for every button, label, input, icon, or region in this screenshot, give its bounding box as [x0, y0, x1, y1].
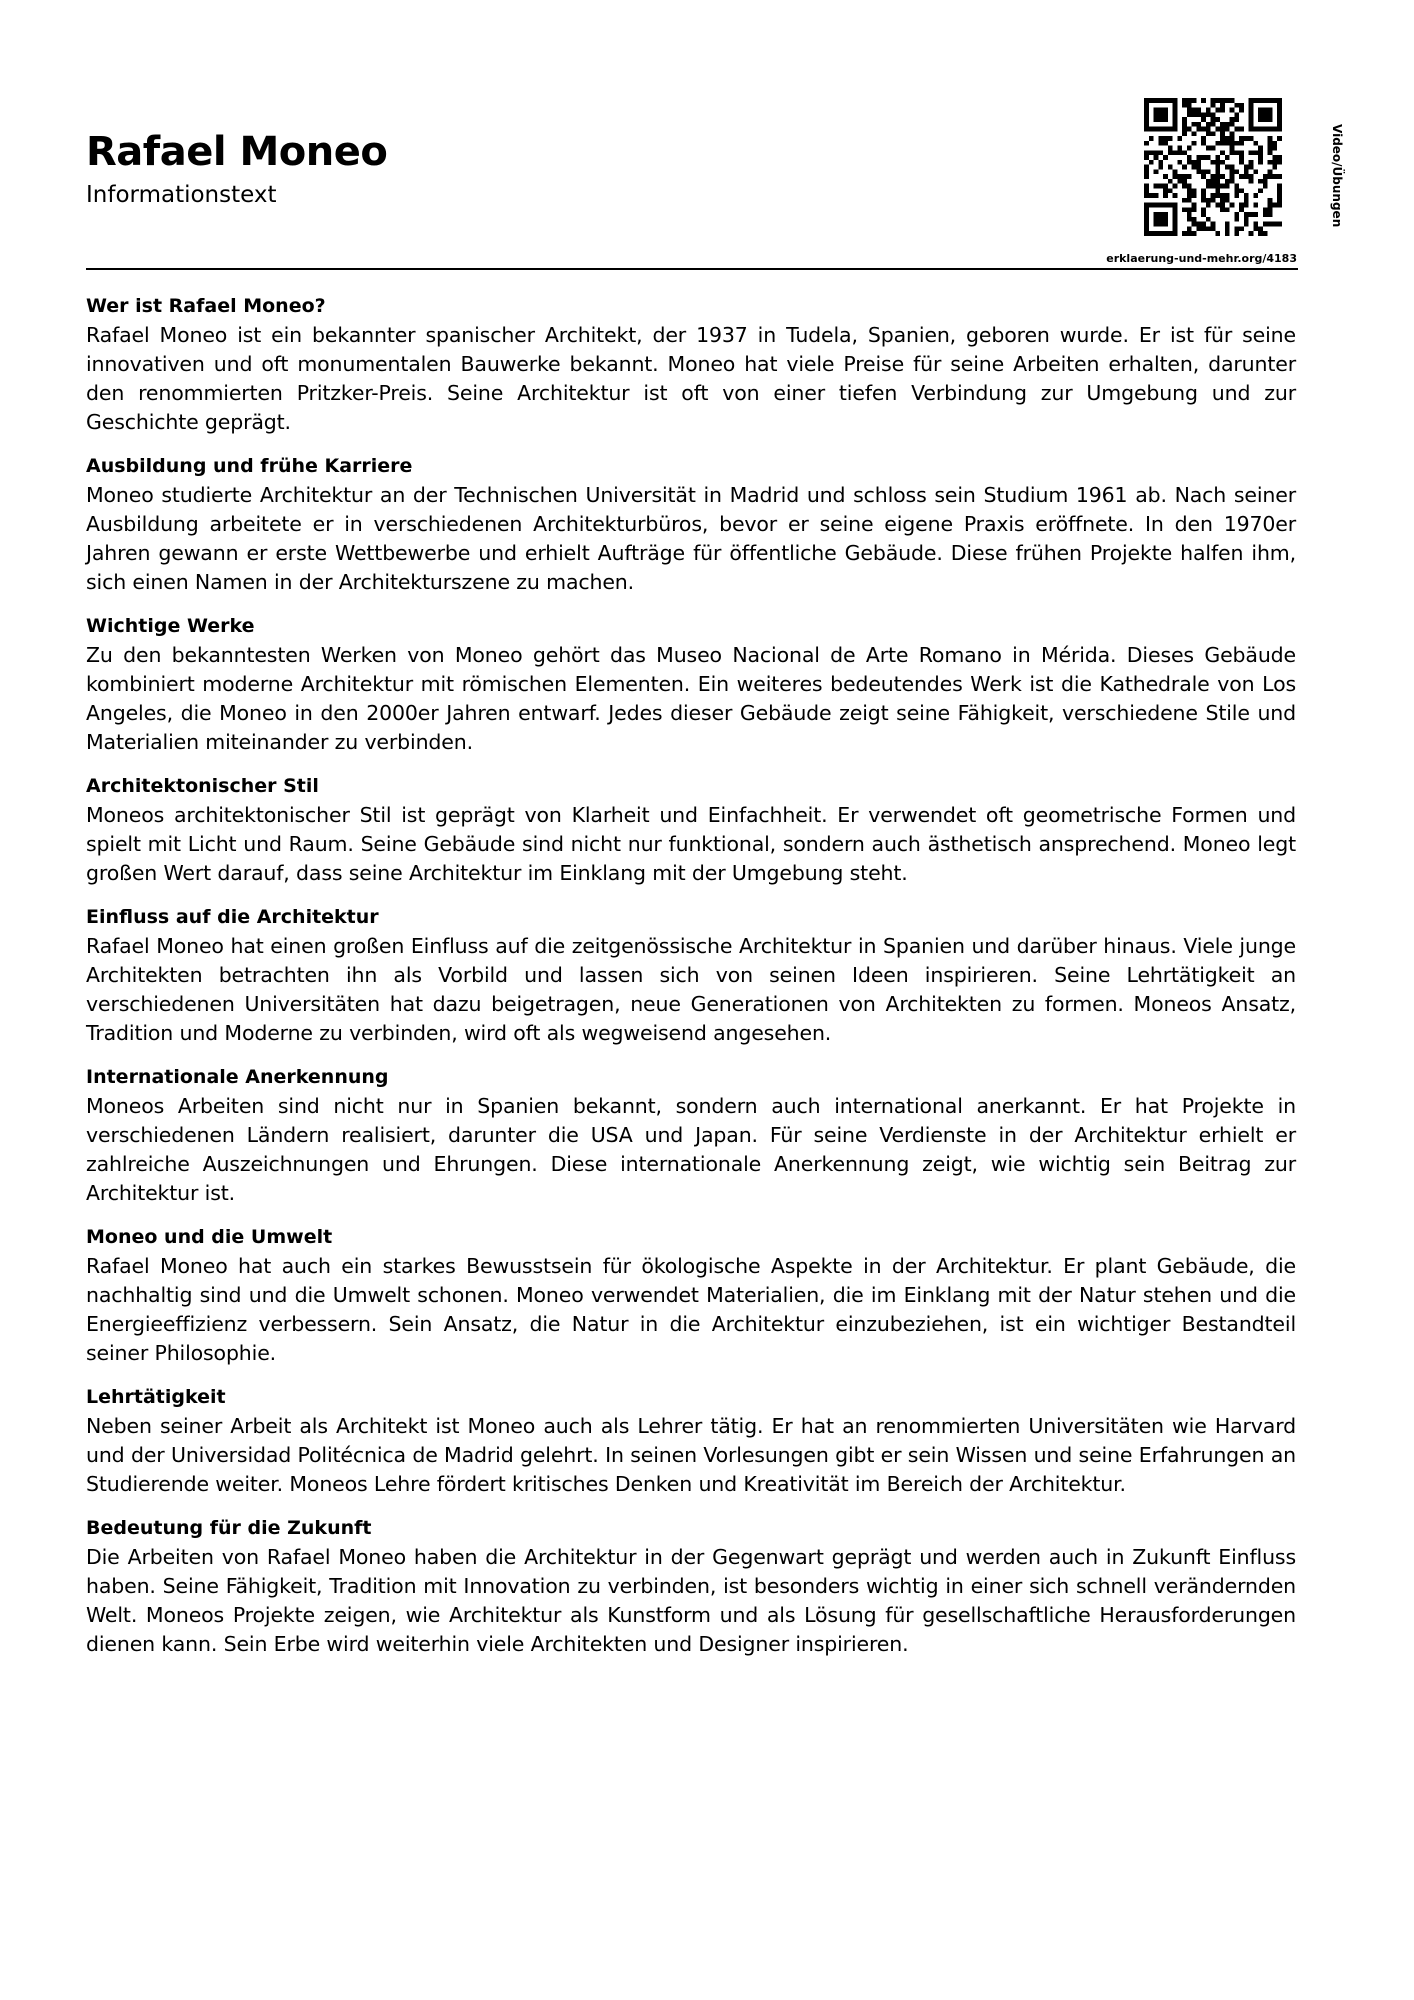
section-important-works [86, 612, 1296, 757]
section-text: Rafael Moneo ist ein bekannter spanischer Architekt, der 1937 in Tudela, Spanien, geboren wurde. Er ist für seine innovativen und oft monumentalen Bauwerke bekannt. Moneo hat viele Preise für seine Arbeiten erhalten, darunter den renommierten Pritzker-Preis. Seine Architektur ist oft von einer tiefen Verbindung zur Umgebung und zur Geschichte geprägt. [86, 323, 1296, 434]
qr-code-graphic [1144, 98, 1282, 236]
video-exercises-label: Video/Übungen [1330, 124, 1344, 228]
section-text: Neben seiner Arbeit als Architekt ist Moneo auch als Lehrer tätig. Er hat an renommierten Universitäten wie Harvard und der Universidad Politécnica de Madrid gelehrt. In seinen Vorlesungen gibt er sein Wissen und seine Erfahrungen an Studierende weiter. Moneos Lehre fördert kritisches Denken und Kreativität im Bereich der Architektur. [86, 1414, 1296, 1496]
section-text: Moneos architektonischer Stil ist geprägt von Klarheit und Einfachheit. Er verwendet oft geometrische Formen und spielt mit Licht und Raum. Seine Gebäude sind nicht nur funktional, sondern auch ästhetisch ansprechend. Moneo legt großen Wert darauf, dass seine Architektur im Einklang mit der Umgebung steht. [86, 803, 1296, 885]
section-heading: Wer ist Rafael Moneo? [86, 295, 326, 317]
section-heading: Ausbildung und frühe Karriere [86, 455, 413, 477]
section-heading: Lehrtätigkeit [86, 1386, 226, 1408]
document-body [86, 292, 1296, 1674]
qr-code-icon[interactable] [1144, 98, 1282, 236]
section-heading: Internationale Anerkennung [86, 1066, 389, 1088]
section-architectural-style [86, 772, 1296, 888]
section-heading: Bedeutung für die Zukunft [86, 1517, 372, 1539]
section-heading: Einfluss auf die Architektur [86, 906, 379, 928]
section-text: Rafael Moneo hat einen großen Einfluss auf die zeitgenössische Architektur in Spanien und darüber hinaus. Viele junge Architekten betrachten ihn als Vorbild und lassen sich von seinen Ideen inspirieren. Seine Lehrtätigkeit an verschiedenen Universitäten hat dazu beigetragen, neue Generationen von Architekten zu formen. Moneos Ansatz, Tradition und Moderne zu verbinden, wird oft als wegweisend angesehen. [86, 934, 1296, 1045]
section-heading: Architektonischer Stil [86, 775, 319, 797]
document-header [86, 130, 387, 210]
source-url[interactable]: erklaerung-und-mehr.org/4183 [1106, 252, 1297, 265]
section-text: Rafael Moneo hat auch ein starkes Bewusstsein für ökologische Aspekte in der Architektur. Er plant Gebäude, die nachhaltig sind und die Umwelt schonen. Moneo verwendet Materialien, die im Einklang mit der Natur stehen und die Energieeffizienz verbessern. Sein Ansatz, die Natur in die Architektur einzubeziehen, ist ein wichtiger Bestandteil seiner Philosophie. [86, 1254, 1296, 1365]
section-who-is-moneo [86, 292, 1296, 437]
page-subtitle: Informationstext [86, 182, 277, 208]
section-text: Die Arbeiten von Rafael Moneo haben die Architektur in der Gegenwart geprägt und werden auch in Zukunft Einfluss haben. Seine Fähigkeit, Tradition mit Innovation zu verbinden, ist besonders wichtig in einer sich schnell verändernden Welt. Moneos Projekte zeigen, wie Architektur als Kunstform und als Lösung für gesellschaftliche Herausforderungen dienen kann. Sein Erbe wird weiterhin viele Architekten und Designer inspirieren. [86, 1545, 1296, 1656]
section-text: Moneos Arbeiten sind nicht nur in Spanien bekannt, sondern auch international anerkannt. Er hat Projekte in verschiedenen Ländern realisiert, darunter die USA und Japan. Für seine Verdienste in der Architektur erhielt er zahlreiche Auszeichnungen und Ehrungen. Diese internationale Anerkennung zeigt, wie wichtig sein Beitrag zur Architektur ist. [86, 1094, 1296, 1205]
header-divider [86, 268, 1298, 270]
section-influence [86, 903, 1296, 1048]
section-heading: Moneo und die Umwelt [86, 1226, 333, 1248]
section-environment [86, 1223, 1296, 1368]
section-education [86, 452, 1296, 597]
section-future-significance [86, 1514, 1296, 1659]
section-teaching [86, 1383, 1296, 1499]
section-text: Zu den bekanntesten Werken von Moneo gehört das Museo Nacional de Arte Romano in Mérida. Dieses Gebäude kombiniert moderne Architektur mit römischen Elementen. Ein weiteres bedeutendes Werk ist die Kathedrale von Los Angeles, die Moneo in den 2000er Jahren entwarf. Jedes dieser Gebäude zeigt seine Fähigkeit, verschiedene Stile und Materialien miteinander zu verbinden. [86, 643, 1296, 754]
section-text: Moneo studierte Architektur an der Technischen Universität in Madrid und schloss sein Studium 1961 ab. Nach seiner Ausbildung arbeitete er in verschiedenen Architekturbüros, bevor er seine eigene Praxis eröffnete. In den 1970er Jahren gewann er erste Wettbewerbe und erhielt Aufträge für öffentliche Gebäude. Diese frühen Projekte halfen ihm, sich einen Namen in der Architekturszene zu machen. [86, 483, 1296, 594]
section-international-recognition [86, 1063, 1296, 1208]
section-heading: Wichtige Werke [86, 615, 255, 637]
page-title: Rafael Moneo [86, 129, 388, 175]
